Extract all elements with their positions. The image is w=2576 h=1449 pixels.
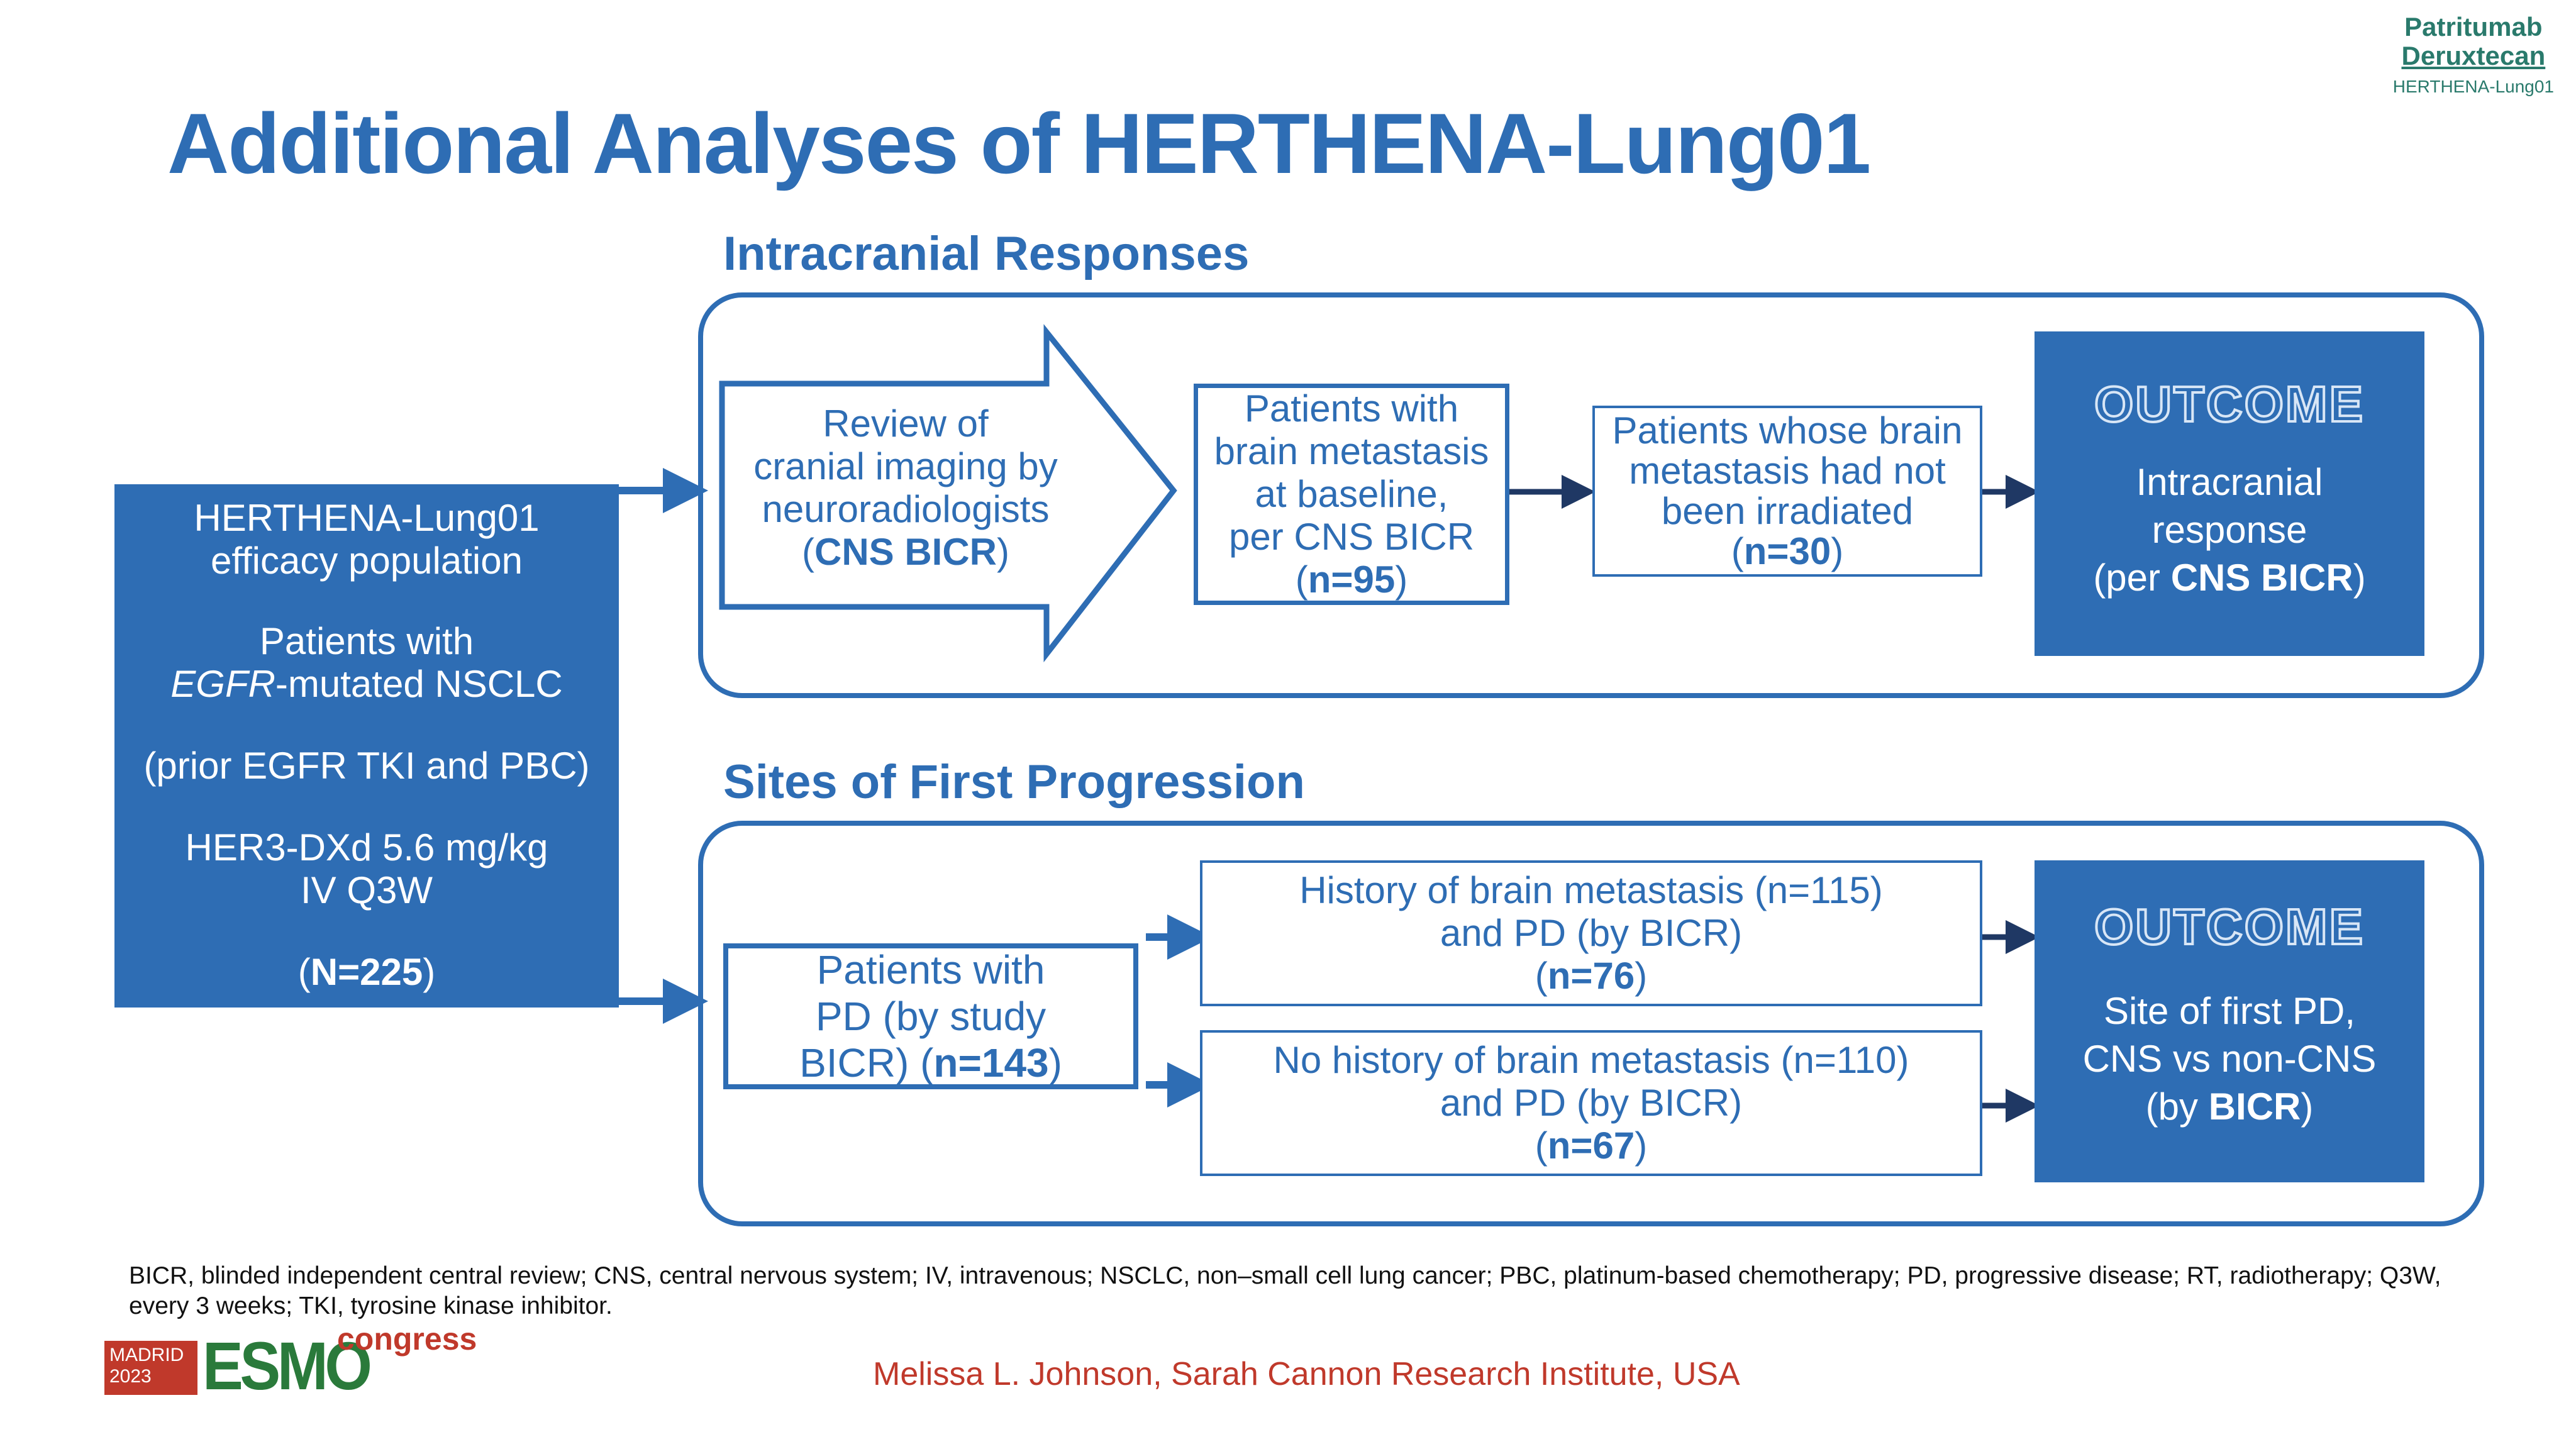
logo-city-block	[104, 1341, 197, 1395]
baseline-line1: Patients with	[1244, 387, 1459, 430]
history-brain-metastasis-box	[1200, 860, 1982, 1006]
slide-title: Additional Analyses of HERTHENA-Lung01	[167, 96, 1870, 191]
logo-city: MADRID	[109, 1345, 184, 1365]
population-line7: IV Q3W	[300, 869, 433, 911]
baseline-count	[1296, 558, 1407, 601]
baseline-line4: per CNS BICR	[1228, 516, 1475, 558]
review-line4	[730, 531, 1082, 574]
population-line3: Patients with	[259, 620, 474, 662]
baseline-count-value: n=95	[1307, 558, 1396, 601]
population-egfr-italic: EGFR	[170, 663, 275, 705]
intracranial-outcome-line1: Intracranial	[2136, 461, 2323, 503]
not-irradiated-count-open: (	[1731, 530, 1744, 572]
progression-outcome-line3-open: (by	[2145, 1085, 2209, 1128]
population-line5: (prior EGFR TKI and PBC)	[143, 745, 590, 787]
no-history-count-value: n=67	[1547, 1124, 1635, 1167]
history-line2: and PD (by BICR)	[1440, 912, 1743, 954]
badge-drug-name-line2: Deruxtecan	[2401, 41, 2546, 70]
intracranial-outcome-line3-open: (per	[2093, 557, 2171, 599]
review-line4-close: )	[997, 531, 1009, 573]
no-history-count-open: (	[1535, 1124, 1548, 1167]
logo-word: congress	[337, 1321, 477, 1357]
abbreviations-footnote: BICR, blinded independent central review; CNS, central nervous system; IV, intravenous; NSCLC, non–small cell lung cancer; PBC, platinum-based chemotherapy; PD, progressive disease; RT, radiotherapy; Q3W, every 3 weeks; TKI, tyrosine kinase inhibitor.	[129, 1262, 2441, 1319]
baseline-line3: at baseline,	[1255, 473, 1448, 515]
pd-line2: PD (by study	[815, 994, 1046, 1039]
population-count-value: N=225	[310, 951, 423, 993]
population-count-close: )	[423, 951, 436, 993]
not-irradiated-count-close: )	[1831, 530, 1844, 572]
population-line6: HER3-DXd 5.6 mg/kg	[185, 826, 548, 869]
no-history-line1: No history of brain metastasis (n=110)	[1273, 1039, 1909, 1081]
intracranial-outcome-line3	[2035, 554, 2424, 602]
history-count-value: n=76	[1547, 955, 1635, 997]
esmo-congress-logo	[104, 1321, 477, 1404]
no-history-line2: and PD (by BICR)	[1440, 1082, 1743, 1124]
intracranial-outcome-box	[2035, 331, 2424, 656]
intracranial-outcome-line2: response	[2151, 509, 2307, 551]
review-line2: cranial imaging by	[753, 445, 1058, 487]
review-step-text	[730, 402, 1082, 574]
pd-line1: Patients with	[816, 947, 1045, 992]
pd-count-value: n=143	[933, 1040, 1049, 1085]
not-irradiated-line2: metastasis had not	[1629, 450, 1946, 492]
history-count-close: )	[1635, 955, 1648, 997]
population-line2: efficacy population	[211, 540, 523, 582]
presenter-credit: Melissa L. Johnson, Sarah Cannon Research Institute, USA	[873, 1356, 1740, 1392]
intracranial-outcome-line3-close: )	[2353, 557, 2366, 599]
progression-outcome-line2: CNS vs non-CNS	[2082, 1038, 2377, 1080]
progression-outcome-line1: Site of first PD,	[2103, 990, 2356, 1032]
population-count-open: (	[297, 951, 311, 993]
not-irradiated-count-value: n=30	[1743, 530, 1831, 572]
pd-patients-box	[723, 943, 1138, 1089]
intracranial-outcome-cns-bicr: CNS BICR	[2170, 557, 2353, 599]
review-cns-bicr: CNS BICR	[814, 531, 997, 573]
progression-heading: Sites of First Progression	[723, 755, 1305, 809]
population-line4-rest: -mutated NSCLC	[275, 663, 563, 705]
review-line1: Review of	[823, 402, 989, 445]
badge-trial-name: HERTHENA-Lung01	[2392, 77, 2554, 96]
logo-year: 2023	[109, 1366, 152, 1387]
not-irradiated-line1: Patients whose brain	[1612, 409, 1963, 452]
no-history-count	[1535, 1124, 1647, 1167]
no-history-brain-metastasis-box	[1200, 1030, 1982, 1176]
baseline-line2: brain metastasis	[1214, 430, 1489, 472]
baseline-count-open: (	[1295, 558, 1308, 601]
badge-drug-name-line1: Patritumab	[2404, 12, 2543, 42]
progression-outcome-heading: OUTCOME	[2094, 899, 2365, 955]
progression-outcome-line3	[2035, 1083, 2424, 1131]
progression-outcome-bicr: BICR	[2208, 1085, 2301, 1128]
not-irradiated-count	[1731, 531, 1843, 572]
progression-outcome-line3-close: )	[2301, 1085, 2314, 1128]
pd-line3	[799, 1040, 1062, 1086]
baseline-count-close: )	[1395, 558, 1408, 601]
pd-line3-text: BICR) (	[799, 1040, 934, 1085]
intracranial-outcome-heading: OUTCOME	[2094, 376, 2365, 432]
progression-outcome-box	[2035, 860, 2424, 1182]
baseline-brain-metastasis-box	[1194, 384, 1509, 605]
not-irradiated-line3: been irradiated	[1661, 490, 1914, 532]
history-count-open: (	[1535, 955, 1548, 997]
history-line1: History of brain metastasis (n=115)	[1299, 869, 1883, 911]
logo-brand: ESMO	[203, 1328, 369, 1404]
review-line3: neuroradiologists	[762, 488, 1050, 530]
population-line1: HERTHENA-Lung01	[194, 497, 540, 539]
pd-line3-close: )	[1048, 1040, 1062, 1085]
history-count	[1535, 955, 1647, 997]
not-irradiated-box	[1592, 406, 1982, 577]
review-line4-open: (	[802, 531, 814, 573]
intracranial-heading: Intracranial Responses	[723, 227, 1250, 280]
no-history-count-close: )	[1635, 1124, 1648, 1167]
